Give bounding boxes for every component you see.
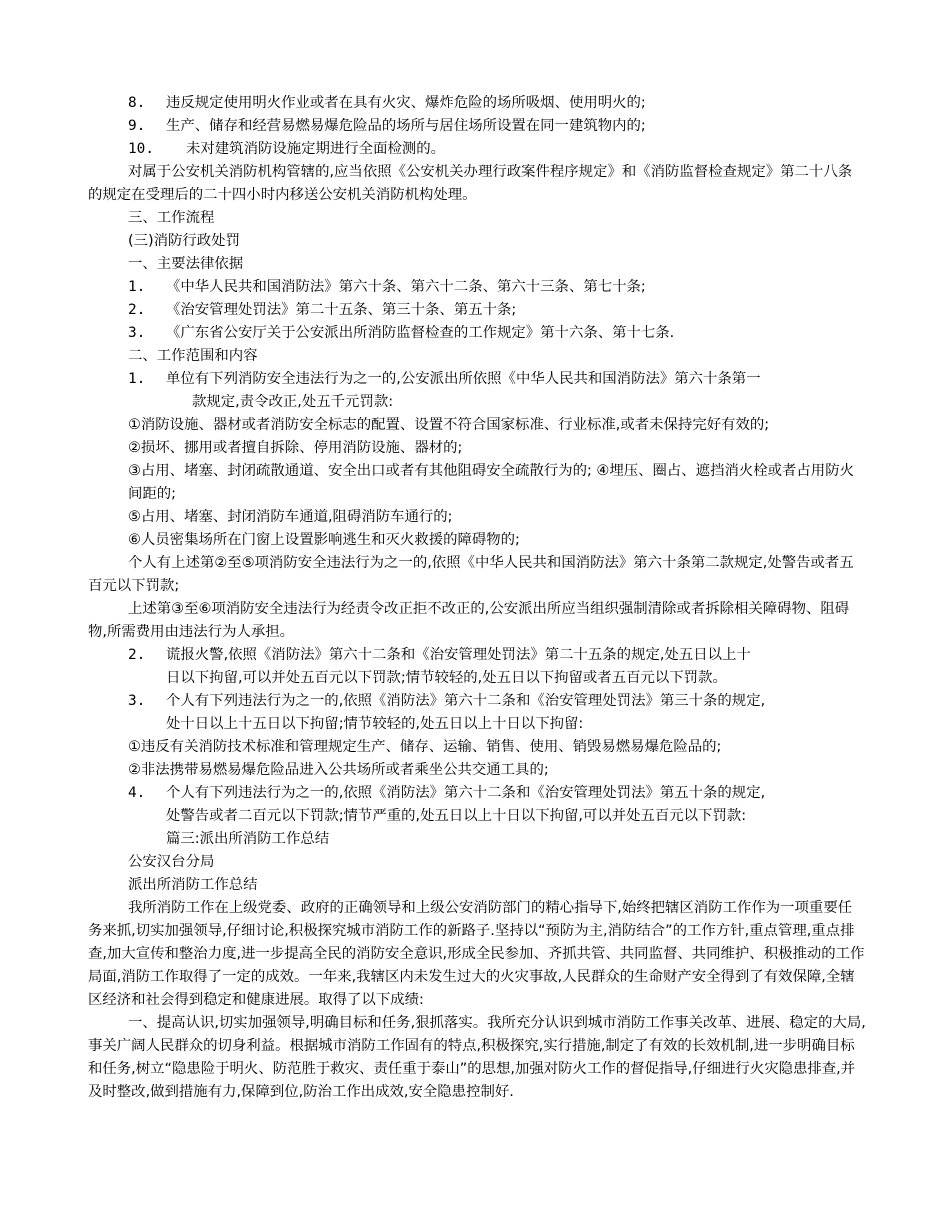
paragraph-summary-2: 一、提高认识,切实加强领导,明确目标和任务,狠抓落实。我所充分认识到城市消防工作事关改革、进展、稳定的大局,事关广阔人民群众的切身利益。根据城市消防工作固有的特点,积极探究,实行措施,制定了有效的长效机制,进一步明确目标和任务,树立“隐患险于明火、防范胜于救灾、责任重于泰山”的思想,加强对防火工作的督促指导,仔细进行火灾隐患排查,并及时整改,做到措施有力,保障到位,防治工作出成效,安全隐患控制好. (88, 1015, 866, 1100)
list-item (88, 92, 866, 115)
item-text-line: 款规定,责令改正,处五千元罚款: (192, 394, 394, 410)
org-name: 公安汉台分局 (128, 854, 215, 870)
circled-item-text: ⑥人员密集场所在门窗上设置影响逃生和灭火救援的障碍物的; (128, 532, 520, 548)
item-text: 《治安管理处罚法》第二十五条、第三十条、第五十条; (166, 302, 517, 318)
item-number: 2. (128, 302, 146, 318)
document-page (88, 92, 866, 1104)
item-text-line: 日以下拘留,可以并处五百元以下罚款;情节较轻的,处五日以下拘留或者五百元以下罚款。 (166, 670, 727, 686)
heading-scope: 二、工作范围和内容 (128, 348, 258, 364)
item-text: 未对建筑消防设施定期进行全面检测的。 (186, 141, 446, 157)
item-number: 1. (128, 371, 146, 387)
circled-item (88, 736, 866, 759)
item-text-line: 个人有下列违法行为之一的,依照《消防法》第六十二条和《治安管理处罚法》第五十条的规定, (166, 785, 766, 801)
list-item (88, 782, 866, 851)
item-number: 10. (128, 141, 154, 157)
item-text-line: 处警告或者二百元以下罚款;情节严重的,处五日以上十日以下拘留,可以并处五百元以下罚款: (166, 808, 747, 824)
circled-item-text: ①违反有关消防技术标准和管理规定生产、储存、运输、销售、使用、销毁易燃易爆危险品的; (128, 739, 722, 755)
circled-item (88, 414, 866, 437)
item-text-line: 个人有下列违法行为之一的,依照《消防法》第六十二条和《治安管理处罚法》第三十条的规定, (166, 693, 766, 709)
item-text-line: 谎报火警,依照《消防法》第六十二条和《治安管理处罚法》第二十五条的规定,处五日以上十 (166, 647, 751, 663)
summary-title: 派出所消防工作总结 (128, 877, 258, 893)
item-text: 《广东省公安厅关于公安派出所消防监督检查的工作规定》第十六条、第十七条. (166, 325, 675, 341)
item-text: 违反规定使用明火作业或者在具有火灾、爆炸危险的场所吸烟、使用明火的; (166, 95, 646, 111)
list-item (88, 276, 866, 299)
list-item (88, 690, 866, 736)
heading-workflow: 三、工作流程 (128, 210, 215, 226)
item-number: 4. (128, 785, 146, 801)
circled-item-text: ②损坏、挪用或者擅自拆除、停用消防设施、器材的; (128, 440, 463, 456)
item-number: 3. (128, 325, 146, 341)
item-number: 1. (128, 279, 146, 295)
item-number: 3. (128, 693, 146, 709)
circled-item (88, 529, 866, 552)
list-item (88, 138, 866, 161)
paragraph-enforce: 上述第③至⑥项消防安全违法行为经责令改正拒不改正的,公安派出所应当组织强制清除或者拆除相关障碍物、阻碍物,所需费用由违法行为人承担。 (88, 601, 850, 640)
list-item (88, 115, 866, 138)
section-title: 篇三:派出所消防工作总结 (166, 831, 330, 847)
circled-item-text: ③占用、堵塞、封闭疏散通道、安全出口或者有其他阻碍安全疏散行为的; ④埋压、圈占、遮挡消火栓或者占用防火间距的; (128, 463, 854, 502)
paragraph-personal: 个人有上述第②至⑤项消防安全违法行为之一的,依照《中华人民共和国消防法》第六十条第二款规定,处警告或者五百元以下罚款; (88, 555, 854, 594)
list-item (88, 644, 866, 690)
item-number: 2. (128, 647, 146, 663)
heading-basis: 一、主要法律依据 (128, 256, 244, 272)
list-item (88, 299, 866, 322)
item-text-line: 处十日以上十五日以下拘留;情节较轻的,处五日以上十日以下拘留: (166, 716, 584, 732)
item-number: 9. (128, 118, 146, 134)
item-text-line: 单位有下列消防安全违法行为之一的,公安派出所依照《中华人民共和国消防法》第六十条第一 (166, 371, 761, 387)
circled-item-text: ②非法携带易燃易爆危险品进入公共场所或者乘坐公共交通工具的; (128, 762, 549, 778)
circled-item-text: ⑤占用、堵塞、封闭消防车通道,阻碍消防车通行的; (128, 509, 453, 525)
item-number: 8. (128, 95, 146, 111)
circled-item-text: ①消防设施、器材或者消防安全标志的配置、设置不符合国家标准、行业标准,或者未保持完好有效的; (128, 417, 770, 433)
item-text: 《中华人民共和国消防法》第六十条、第六十二条、第六十三条、第七十条; (166, 279, 646, 295)
circled-item (88, 437, 866, 460)
list-item (88, 368, 866, 414)
circled-item (88, 460, 866, 506)
heading-penalty: (三)消防行政处罚 (128, 233, 240, 249)
list-item (88, 322, 866, 345)
paragraph-summary-1: 我所消防工作在上级党委、政府的正确领导和上级公安消防部门的精心指导下,始终把辖区消防工作作为一项重要任务来抓,切实加强领导,仔细讨论,积极探究城市消防工作的新路子.坚持以“预防为主,消防结合”的工作方针,重点管理,重点排查,加大宣传和整治力度,进一步提高全民的消防安全意识,形成全民参加、齐抓共管、共同监督、共同维护、积极推动的工作局面,消防工作取得了一定的成效。一年来,我辖区内未发生过大的火灾事故,人民群众的生命财产安全得到了有效保障,全辖区经济和社会得到稳定和健康进展。取得了以下成绩: (88, 900, 865, 1008)
circled-item (88, 759, 866, 782)
item-text: 生产、储存和经营易燃易爆危险品的场所与居住场所设置在同一建筑物内的; (166, 118, 646, 134)
circled-item (88, 506, 866, 529)
paragraph-transfer: 对属于公安机关消防机构管辖的,应当依照《公安机关办理行政案件程序规定》和《消防监督检查规定》第二十八条的规定在受理后的二十四小时内移送公安机关消防机构处理。 (88, 164, 853, 203)
